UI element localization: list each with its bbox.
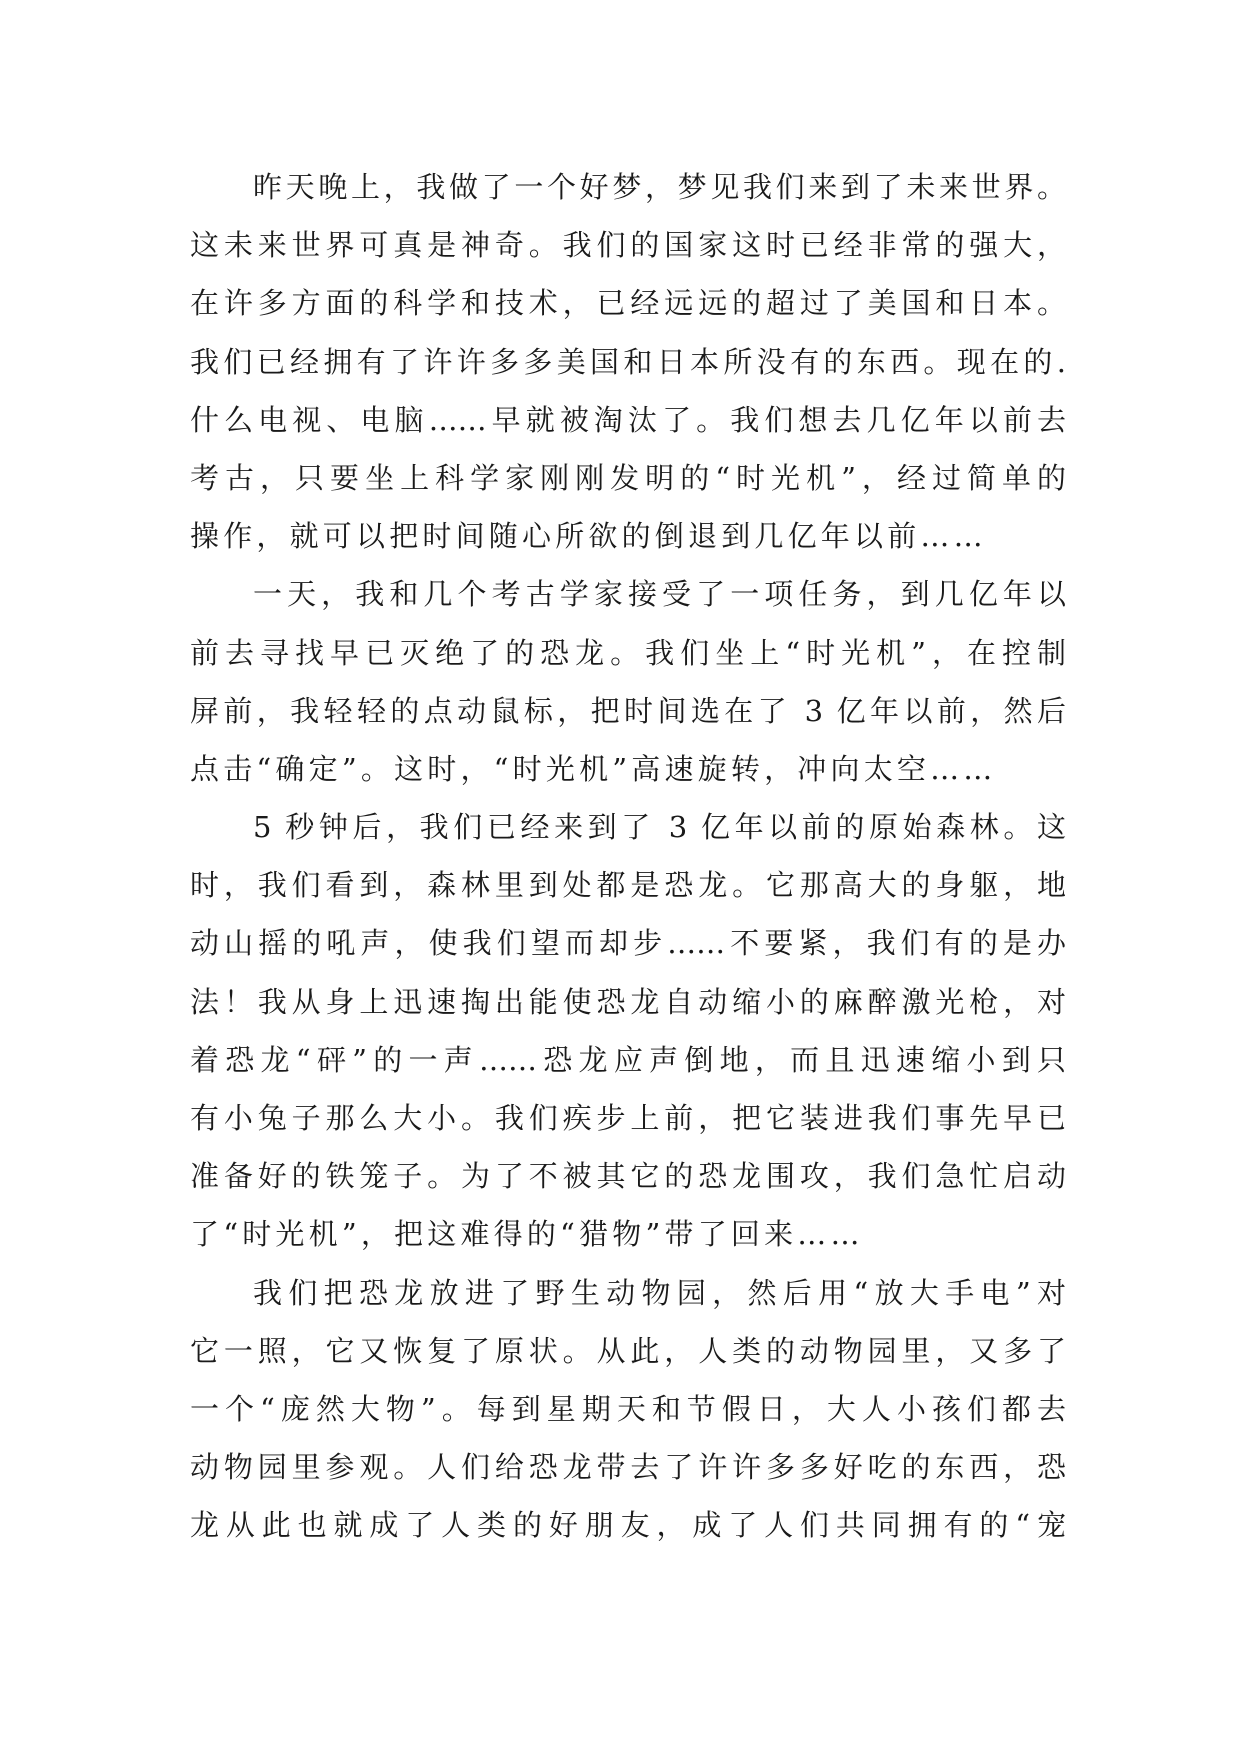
text-line: 了“时光机”，把这难得的“猎物”带了回来……: [190, 1217, 864, 1252]
text-line: 时，我们看到，森林里到处都是恐龙。它那高大的身躯，地: [190, 868, 1066, 903]
text-line: 一个“庞然大物”。每到星期天和节假日，大人小孩们都去: [190, 1391, 1066, 1426]
text-line: 在许多方面的科学和技术，已经远远的超过了美国和日本。: [190, 286, 1066, 321]
text-line: 操作，就可以把时间随心所欲的倒退到几亿年以前……: [190, 519, 987, 554]
text-line: 屏前，我轻轻的点动鼠标，把时间选在了 3 亿年以前，然后: [190, 693, 1066, 728]
text-line: 5 秒钟后，我们已经来到了 3 亿年以前的原始森林。这: [253, 810, 1066, 845]
text-line: 动山摇的吼声，使我们望而却步……不要紧，我们有的是办: [190, 926, 1066, 961]
text-line: 它一照，它又恢复了原状。从此，人类的动物园里，又多了: [190, 1333, 1066, 1368]
text-line: 有小兔子那么大小。我们疾步上前，把它装进我们事先早已: [190, 1101, 1066, 1135]
text-line: 一天，我和几个考古学家接受了一项任务，到几亿年以: [253, 577, 1066, 612]
text-line: 龙从此也就成了人类的好朋友，成了人们共同拥有的“宠: [190, 1508, 1066, 1543]
text-line: 昨天晚上，我做了一个好梦，梦见我们来到了未来世界。: [253, 170, 1066, 204]
text-line: 准备好的铁笼子。为了不被其它的恐龙围攻，我们急忙启动: [190, 1159, 1066, 1194]
text-line: 前去寻找早已灭绝了的恐龙。我们坐上“时光机”，在控制: [190, 635, 1066, 670]
text-line: 我们已经拥有了许许多多美国和日本所没有的东西。现在的.: [190, 344, 1066, 379]
text-line: 我们把恐龙放进了野生动物园，然后用“放大手电”对: [253, 1275, 1066, 1310]
text-line: 什么电视、电脑……早就被淘汰了。我们想去几亿年以前去: [190, 402, 1066, 437]
document-body: [190, 158, 1066, 1555]
text-line: 考古，只要坐上科学家刚刚发明的“时光机”，经过简单的: [190, 460, 1066, 495]
text-line: 这未来世界可真是神奇。我们的国家这时已经非常的强大，: [190, 228, 1066, 263]
text-line: 着恐龙“砰”的一声……恐龙应声倒地，而且迅速缩小到只: [190, 1042, 1066, 1077]
text-line: 动物园里参观。人们给恐龙带去了许许多多好吃的东西，恐: [190, 1450, 1066, 1485]
text-line: 法！我从身上迅速掏出能使恐龙自动缩小的麻醉激光枪，对: [190, 984, 1066, 1019]
text-line: 点击“确定”。这时，“时光机”高速旋转，冲向太空……: [190, 751, 997, 786]
